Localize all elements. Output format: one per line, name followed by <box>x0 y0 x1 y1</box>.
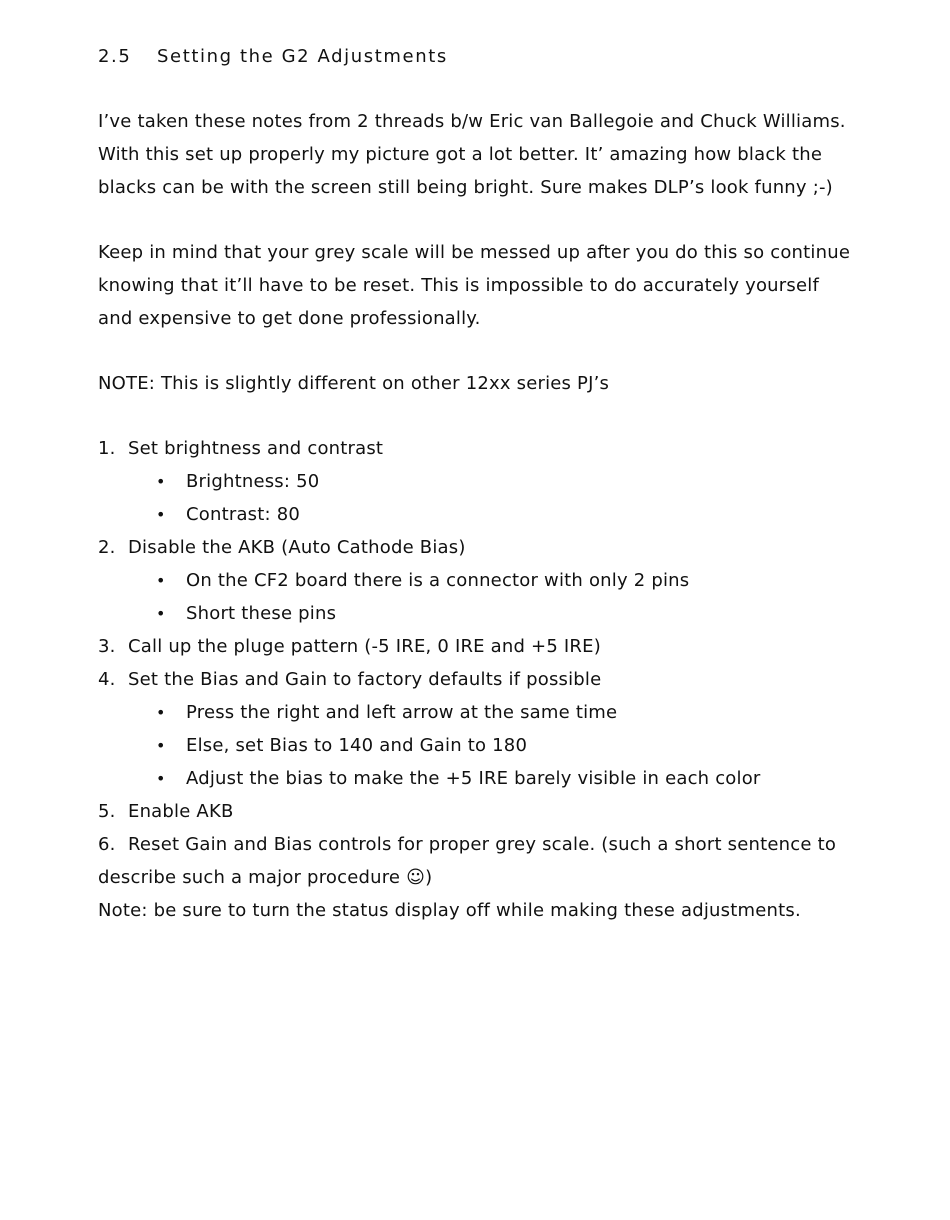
bullet-dot-icon: • <box>156 736 166 755</box>
bullet-item <box>98 597 858 630</box>
step-number: 6. <box>98 834 116 855</box>
step-text: Enable AKB <box>128 801 234 822</box>
grey-scale-warning-paragraph: Keep in mind that your grey scale will be messed up after you do this so continue knowing that it’ll have to be reset. This is impossible to do accurately yourself and expensive to get done professionally. <box>98 242 851 329</box>
step-1-bullets <box>98 465 858 531</box>
bullet-dot-icon: • <box>156 769 166 788</box>
step-2 <box>98 531 858 564</box>
step-number: 4. <box>98 669 116 690</box>
steps-list <box>98 432 858 894</box>
bullet-item <box>98 729 858 762</box>
bullet-dot-icon: • <box>156 703 166 722</box>
step-1 <box>98 432 858 465</box>
bullet-text: Else, set Bias to 140 and Gain to 180 <box>186 735 528 756</box>
step-number: 3. <box>98 636 116 657</box>
step-text: Disable the AKB (Auto Cathode Bias) <box>128 537 466 558</box>
bullet-text: Press the right and left arrow at the same time <box>186 702 618 723</box>
bullet-text: Contrast: 80 <box>186 504 301 525</box>
bullet-text: Adjust the bias to make the +5 IRE barely visible in each color <box>186 768 761 789</box>
step-6 <box>98 828 858 894</box>
series-note-paragraph: NOTE: This is slightly different on other 12xx series PJ’s <box>98 373 610 394</box>
document-page <box>98 40 858 927</box>
step-text: Call up the pluge pattern (-5 IRE, 0 IRE and +5 IRE) <box>128 636 601 657</box>
step-number: 5. <box>98 801 116 822</box>
step-number: 2. <box>98 537 116 558</box>
step-5 <box>98 795 858 828</box>
bullet-dot-icon: • <box>156 571 166 590</box>
step-3 <box>98 630 858 663</box>
bullet-dot-icon: • <box>156 604 166 623</box>
section-title: Setting the G2 Adjustments <box>157 46 448 67</box>
bullet-item <box>98 465 858 498</box>
step-2-bullets <box>98 564 858 630</box>
section-heading <box>98 40 858 73</box>
step-text: Set the Bias and Gain to factory defaults if possible <box>128 669 602 690</box>
bullet-dot-icon: • <box>156 472 166 491</box>
bullet-text: Brightness: 50 <box>186 471 320 492</box>
bullet-text: On the CF2 board there is a connector with only 2 pins <box>186 570 690 591</box>
step-4-bullets <box>98 696 858 795</box>
step-number: 1. <box>98 438 116 459</box>
step-text: Reset Gain and Bias controls for proper grey scale. (such a short sentence to describe such a major procedure ☺) <box>98 834 837 888</box>
intro-paragraph: I’ve taken these notes from 2 threads b/w Eric van Ballegoie and Chuck Williams. With this set up properly my picture got a lot better. It’ amazing how black the blacks can be with the screen still being bright. Sure makes DLP’s look funny ;-) <box>98 111 846 198</box>
step-4 <box>98 663 858 696</box>
bullet-item <box>98 498 858 531</box>
final-note: Note: be sure to turn the status display off while making these adjustments. <box>98 900 801 921</box>
bullet-item <box>98 564 858 597</box>
bullet-dot-icon: • <box>156 505 166 524</box>
bullet-item <box>98 696 858 729</box>
step-text: Set brightness and contrast <box>128 438 384 459</box>
bullet-text: Short these pins <box>186 603 337 624</box>
bullet-item <box>98 762 858 795</box>
section-number: 2.5 <box>98 46 132 67</box>
